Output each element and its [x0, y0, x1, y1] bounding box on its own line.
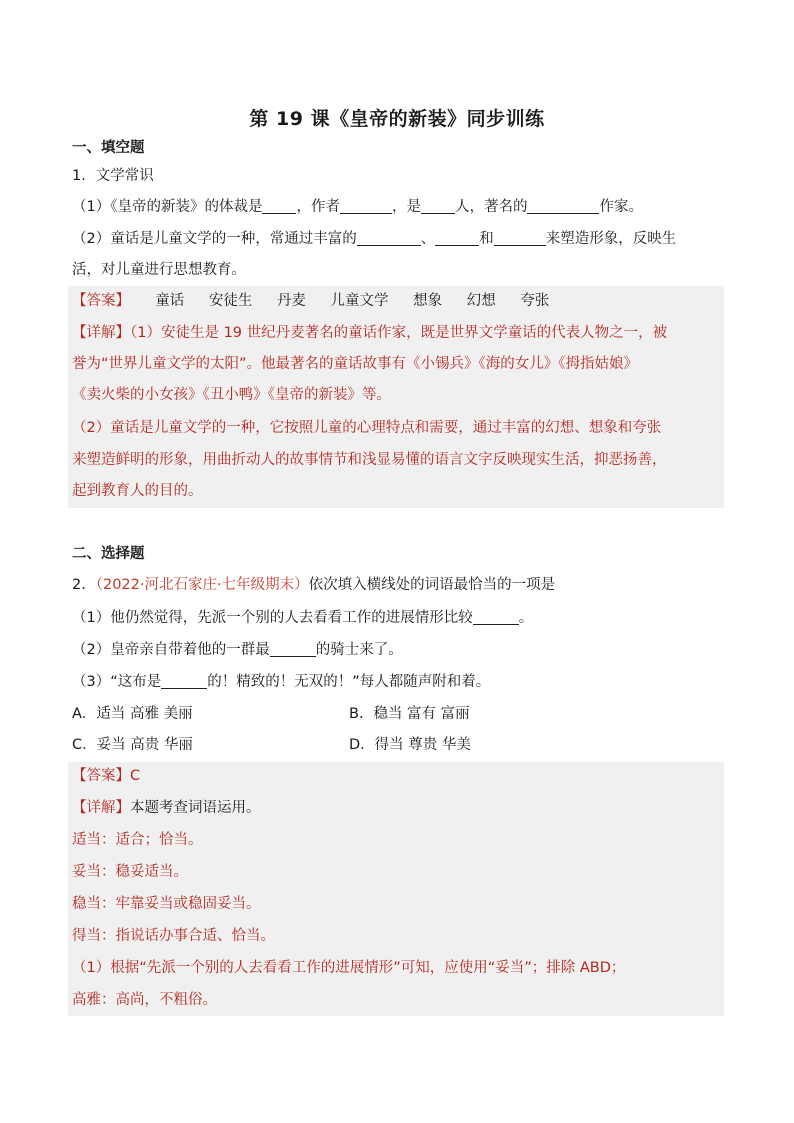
question-1-part-2: （2）童话是儿童文学的一种，常通过丰富的 、 和 来塑造形象，反映生	[72, 231, 677, 247]
detail-line: 【详解】本题考查词语运用。	[72, 800, 261, 816]
question-1-part-1: （1）《皇帝的新装》的体裁是 ，作者 ，是 人，著名的 作家。	[72, 199, 643, 215]
detail-line: 来塑造鲜明的形象，用曲折动人的故事情节和浅显易懂的语言文字反映现实生活，抑恶扬善，	[72, 452, 667, 468]
option-c[interactable]: C．妥当 高贵 华丽	[72, 737, 193, 753]
answer-item: 夸张	[520, 293, 550, 309]
answer-blank[interactable]	[527, 197, 599, 214]
question-1-part-2-cont: 活，对儿童进行思想教育。	[72, 262, 246, 278]
detail-line: 【详解】（1）安徒生是 19 世纪丹麦著名的童话作家，既是世界文学童话的代表人物之一，被	[72, 325, 668, 341]
answer-row-2	[72, 766, 140, 786]
answer-item: 丹麦	[276, 293, 306, 309]
answer-blank[interactable]	[473, 608, 519, 625]
answer-blank[interactable]	[435, 229, 479, 246]
detail-line: 妥当：稳妥适当。	[72, 864, 188, 880]
detail-line: 高雅：高尚，不粗俗。	[72, 992, 217, 1008]
detail-line: 《卖火柴的小女孩》《丑小鸭》《皇帝的新装》等。	[72, 387, 391, 403]
section-heading-fill-blank: 一、填空题	[72, 140, 145, 156]
answer-item: 安徒生	[208, 293, 253, 309]
question-1-heading: 1．文学常识	[72, 168, 154, 184]
detail-line: 誉为“世界儿童文学的太阳”。他最著名的童话故事有《小锡兵》《海的女儿》《拇指姑娘》	[72, 356, 639, 372]
detail-tag: 【详解】	[72, 800, 130, 816]
answer-blank[interactable]	[357, 229, 421, 246]
question-2-stem: 2．（2022·河北石家庄·七年级期末）依次填入横线处的词语最恰当的一项是	[72, 577, 556, 593]
question-source: （2022·河北石家庄·七年级期末）	[95, 577, 309, 593]
detail-line: 适当：适合；恰当。	[72, 832, 203, 848]
answer-blank[interactable]	[494, 229, 546, 246]
answer-item: 童话	[155, 293, 185, 309]
answer-tag: 【答案】	[72, 293, 130, 309]
detail-line: 稳当：牢靠妥当或稳固妥当。	[72, 896, 261, 912]
answer-blank[interactable]	[421, 197, 455, 214]
answer-blank[interactable]	[340, 197, 392, 214]
answer-value: C	[130, 768, 141, 784]
option-a[interactable]: A．适当 高雅 美丽	[72, 706, 193, 722]
answer-blank[interactable]	[270, 640, 316, 657]
option-b[interactable]: B．稳当 富有 富丽	[349, 706, 470, 722]
answer-blank[interactable]	[161, 672, 207, 689]
detail-line: 得当：指说话办事合适、恰当。	[72, 928, 275, 944]
answer-item: 儿童文学	[330, 293, 389, 309]
answer-blank[interactable]	[262, 197, 296, 214]
question-2-sentence-3: （3）“这布是 的！精致的！无双的！”每人都随声附和着。	[72, 674, 491, 690]
answer-tag: 【答案】	[72, 768, 130, 784]
option-d[interactable]: D．得当 尊贵 华美	[349, 737, 471, 753]
question-2-sentence-2: （2）皇帝亲自带着他的一群最 的骑士来了。	[72, 642, 403, 658]
question-2-sentence-1: （1）他仍然觉得，先派一个别的人去看看工作的进展情形比较 。	[72, 610, 534, 626]
detail-line: （1）根据“先派一个别的人去看看工作的进展情形”可知，应使用“妥当”；排除 ABD；	[72, 960, 626, 976]
page-title: 第 19 课《皇帝的新装》同步训练	[249, 108, 545, 130]
answer-item: 想象	[413, 293, 443, 309]
answer-row-1	[72, 291, 569, 311]
detail-tag: 【详解】	[72, 325, 130, 341]
detail-line: （2）童话是儿童文学的一种，它按照儿童的心理特点和需要，通过丰富的幻想、想象和夸张	[72, 420, 662, 436]
answer-item: 幻想	[466, 293, 496, 309]
section-heading-multiple-choice: 二、选择题	[72, 546, 145, 562]
detail-line: 起到教育人的目的。	[72, 483, 203, 499]
